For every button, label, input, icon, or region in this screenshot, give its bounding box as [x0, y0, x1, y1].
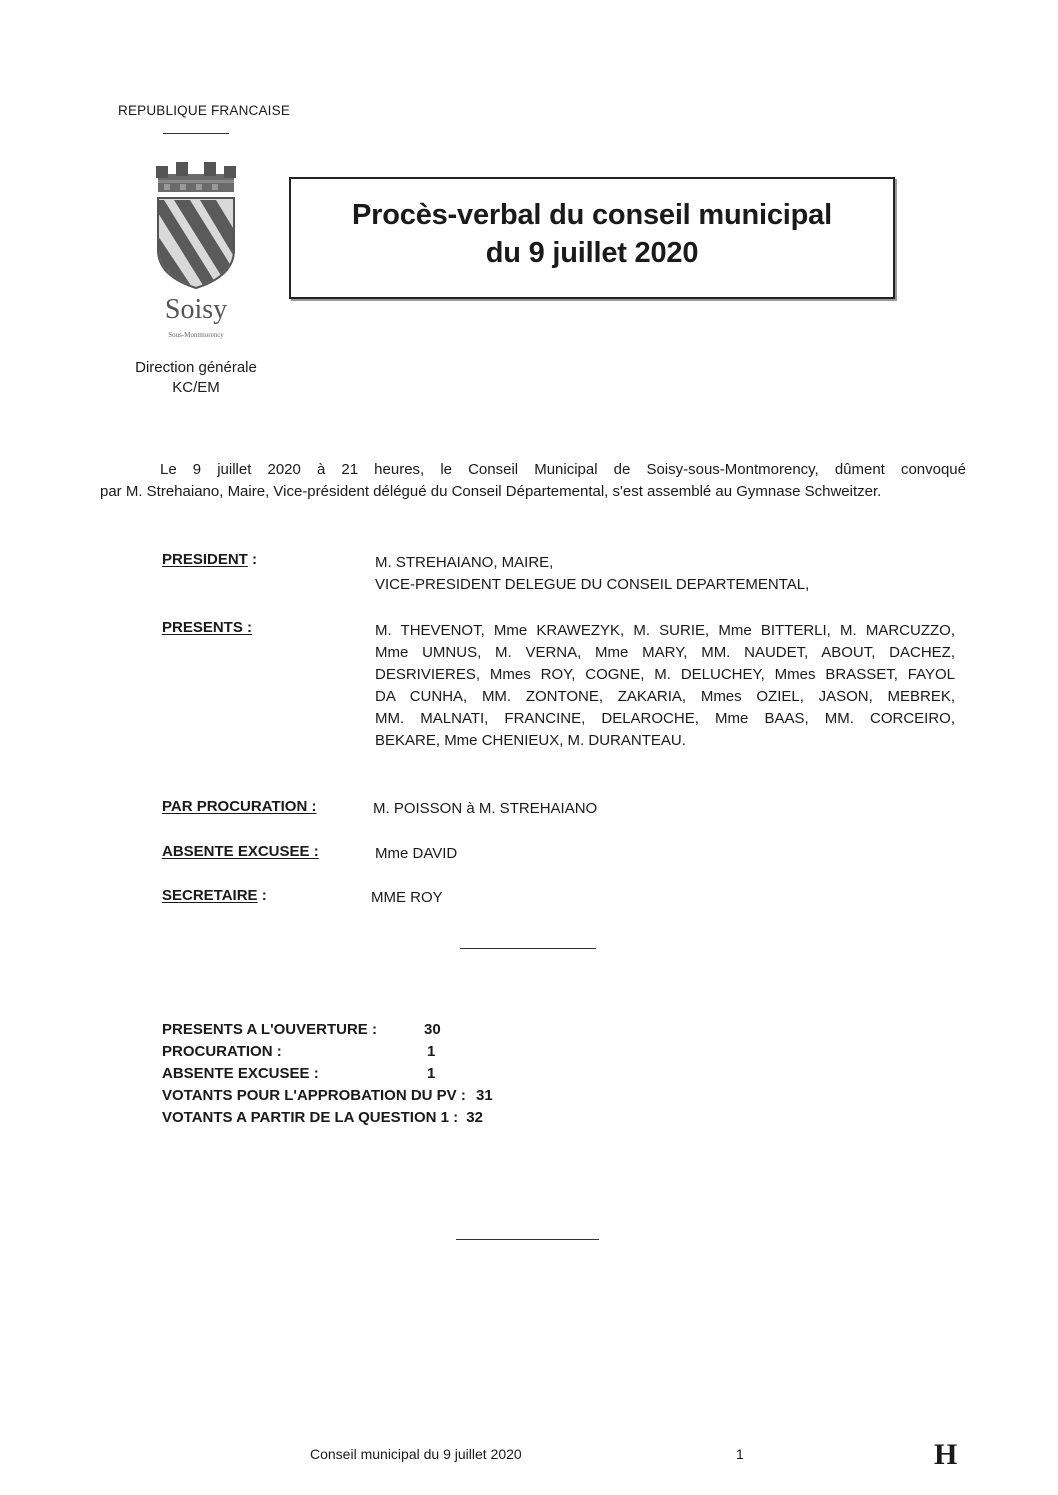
intro-paragraph — [100, 459, 966, 503]
stat-label: VOTANTS POUR L'APPROBATION DU PV : — [162, 1087, 466, 1104]
logo-subtext: Sous-Montmorency — [168, 331, 224, 339]
presents-list — [375, 620, 955, 752]
intro-line-2: par M. Strehaiano, Maire, Vice-président délégué du Conseil Départemental, s'est assemblé au Gymnase Schweitzer. — [100, 483, 882, 500]
president-label-text: PRESIDENT — [162, 551, 248, 568]
stat-value: 32 — [466, 1109, 483, 1126]
presents-label — [162, 619, 252, 637]
presents-line: DA CUNHA, MM. ZONTONE, ZAKARIA, Mmes OZIEL, JASON, MEBREK, — [375, 688, 955, 705]
absente-value: Mme DAVID — [375, 845, 458, 862]
soisy-coat-of-arms-logo — [150, 160, 242, 300]
direction-name: Direction générale — [135, 359, 257, 376]
stat-label: VOTANTS A PARTIR DE LA QUESTION 1 : — [162, 1109, 459, 1126]
stat-label: PROCURATION : — [162, 1043, 282, 1060]
procuration-value: M. POISSON à M. STREHAIANO — [373, 800, 598, 817]
secretaire-label-text: SECRETAIRE — [162, 887, 258, 904]
vote-statistics — [162, 1019, 493, 1129]
presents-line: BEKARE, Mme CHENIEUX, M. DURANTEAU. — [375, 732, 686, 749]
header-divider — [163, 133, 229, 134]
stat-row — [162, 1041, 493, 1063]
page-number: 1 — [736, 1446, 744, 1462]
direction-block — [108, 358, 284, 398]
section-divider — [456, 1239, 599, 1240]
president-line-2: VICE-PRESIDENT DELEGUE DU CONSEIL DEPARTEMENTAL, — [375, 576, 810, 593]
secretaire-label-suffix: : — [257, 887, 267, 904]
absente-label-text: ABSENTE EXCUSEE : — [162, 843, 319, 860]
stat-label: ABSENTE EXCUSEE : — [162, 1065, 319, 1082]
presents-label-text: PRESENTS : — [162, 619, 253, 636]
title-line-1: Procès-verbal du conseil municipal — [352, 199, 832, 231]
republique-francaise: REPUBLIQUE FRANCAISE — [118, 103, 291, 118]
stat-row — [162, 1019, 493, 1041]
president-label — [162, 551, 257, 569]
stat-value: 1 — [427, 1043, 436, 1060]
president-line-1: M. STREHAIANO, MAIRE, — [375, 554, 554, 571]
stat-row — [162, 1107, 493, 1129]
presents-line: MM. MALNATI, FRANCINE, DELAROCHE, Mme BAAS, MM. CORCEIRO, — [375, 710, 955, 727]
presents-line: Mme UMNUS, M. VERNA, Mme MARY, MM. NAUDET, ABOUT, DACHEZ, — [375, 644, 955, 661]
presents-line: M. THEVENOT, Mme KRAWEZYK, M. SURIE, Mme BITTERLI, M. MARCUZZO, — [375, 622, 955, 639]
logo-wordmark: Soisy — [164, 294, 228, 325]
intro-line-1: Le 9 juillet 2020 à 21 heures, le Conseil Municipal de Soisy-sous-Montmorency, dûment convoqué — [160, 461, 966, 478]
stat-value: 31 — [476, 1087, 493, 1104]
procuration-label-text: PAR PROCURATION : — [162, 798, 317, 815]
document-title — [289, 177, 895, 299]
stat-value: 30 — [424, 1021, 441, 1038]
procuration-label — [162, 798, 316, 816]
stat-value: 1 — [427, 1065, 436, 1082]
president-label-suffix: : — [247, 551, 258, 568]
secretaire-value: MME ROY — [371, 889, 443, 906]
title-line-2: du 9 juillet 2020 — [485, 237, 699, 269]
stat-row — [162, 1085, 493, 1107]
stat-label: PRESENTS A L'OUVERTURE : — [162, 1021, 377, 1038]
section-divider — [460, 948, 596, 949]
handwritten-initial: H — [934, 1438, 958, 1471]
stat-row — [162, 1063, 493, 1085]
direction-reference: KC/EM — [172, 379, 220, 396]
secretaire-label — [162, 887, 267, 905]
presents-line: DESRIVIERES, Mmes ROY, COGNE, M. DELUCHEY, Mmes BRASSET, FAYOL — [375, 666, 955, 683]
absente-label — [162, 843, 319, 861]
footer-text: Conseil municipal du 9 juillet 2020 — [310, 1446, 522, 1462]
president-value — [375, 552, 809, 596]
